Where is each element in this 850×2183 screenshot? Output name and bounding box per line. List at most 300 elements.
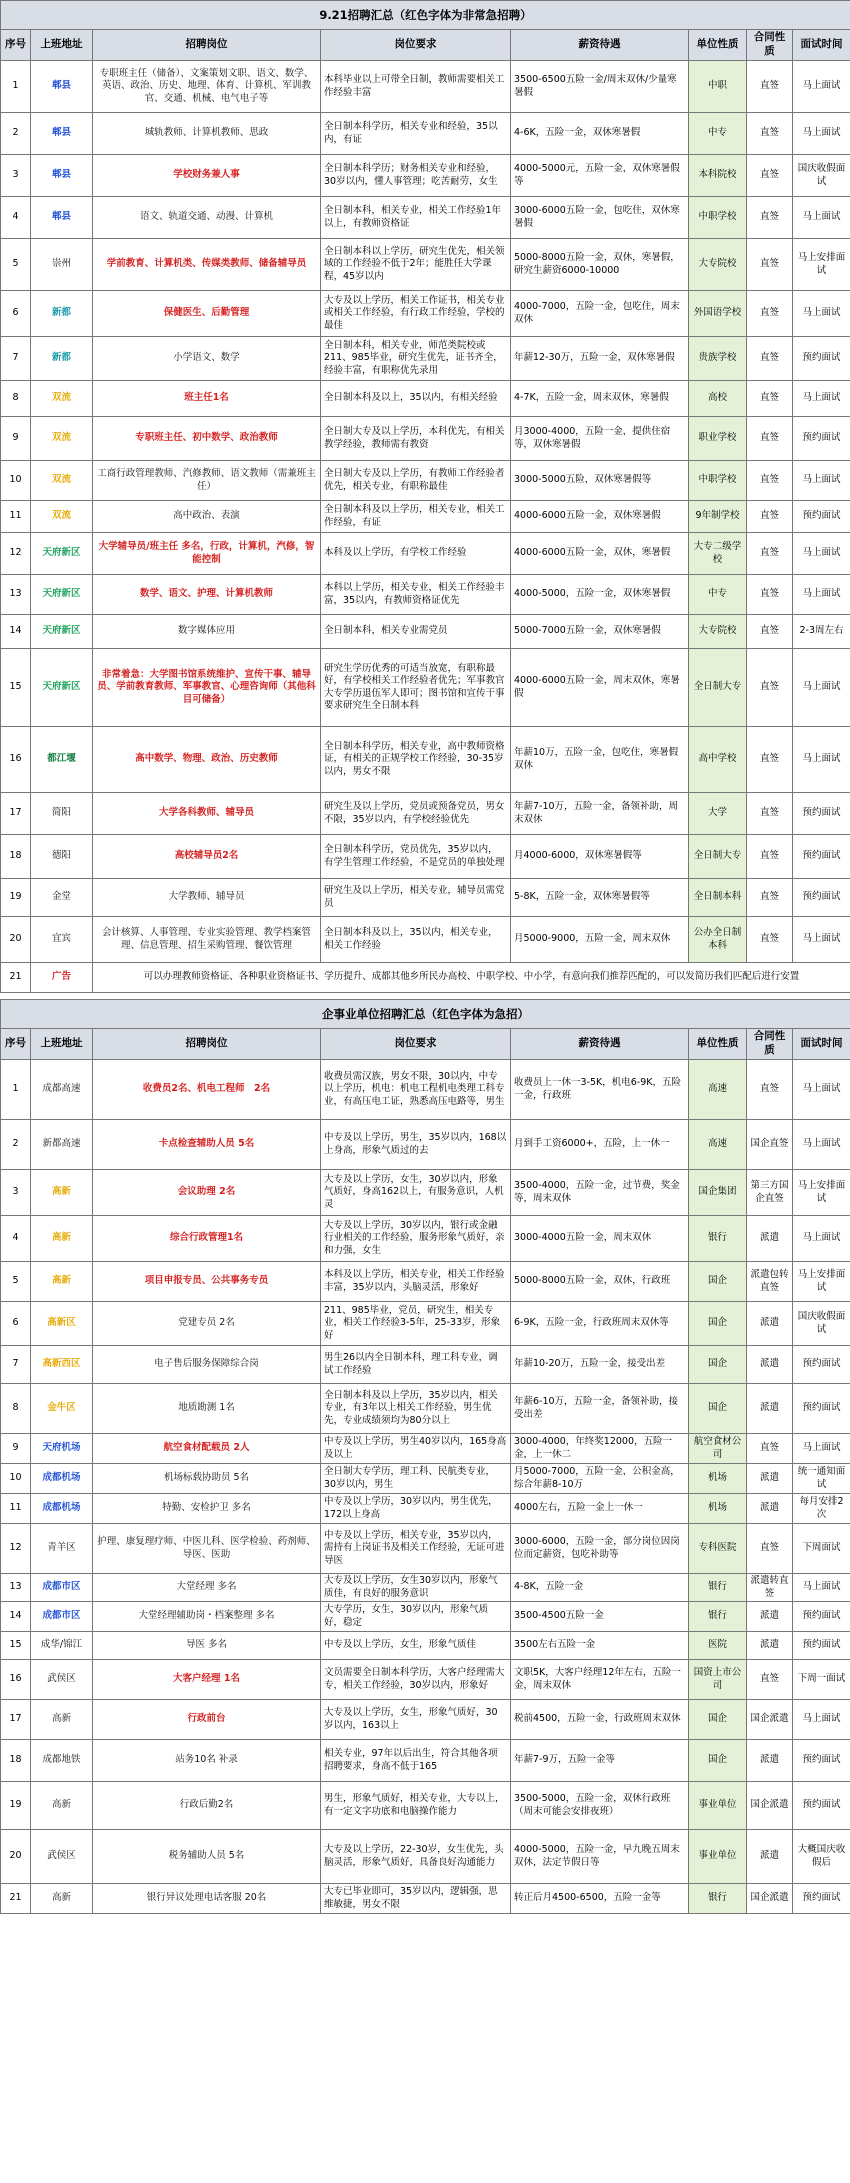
salary-benefits: 4000左右，五险一金上一休一 (511, 1494, 689, 1524)
employer-type: 国企 (689, 1700, 747, 1740)
job-position: 城轨教师、计算机教师、思政 (93, 113, 321, 155)
interview-time: 预约面试 (793, 1602, 850, 1632)
table-row (1, 1060, 850, 1120)
contract-type: 直签 (747, 1660, 793, 1700)
job-position: 航空食材配载员 2人 (93, 1434, 321, 1464)
row-number: 15 (1, 1632, 31, 1660)
interview-time: 马上面试 (793, 727, 850, 793)
interview-time: 每月安排2次 (793, 1494, 850, 1524)
contract-type: 派遣 (747, 1216, 793, 1262)
row-number: 7 (1, 1346, 31, 1384)
contract-type: 直签 (747, 461, 793, 501)
salary-benefits: 3500-5000，五险一金，双休行政班（周末可能会安排夜班） (511, 1782, 689, 1830)
salary-benefits: 3000-6000，五险一金，部分岗位因岗位而定薪资，包吃补助等 (511, 1524, 689, 1574)
table-row (1, 963, 850, 993)
employer-type: 全日制大专 (689, 649, 747, 727)
salary-benefits: 3500左右五险一金 (511, 1632, 689, 1660)
column-header: 面试时间 (793, 1029, 850, 1060)
job-requirements: 全日制本科，相关专业需党员 (321, 615, 511, 649)
job-position: 大学各科教师、辅导员 (93, 793, 321, 835)
job-position: 行政后勤2名 (93, 1782, 321, 1830)
row-number: 1 (1, 1060, 31, 1120)
interview-time: 预约面试 (793, 1884, 850, 1914)
job-position: 大学教师、辅导员 (93, 879, 321, 917)
employer-type: 大专院校 (689, 615, 747, 649)
contract-type: 直签 (747, 61, 793, 113)
work-location: 宜宾 (31, 917, 93, 963)
salary-benefits: 年薪10-20万，五险一金，接受出差 (511, 1346, 689, 1384)
contract-type: 直签 (747, 381, 793, 417)
work-location: 成都市区 (31, 1602, 93, 1632)
row-number: 9 (1, 1434, 31, 1464)
table-row (1, 1700, 850, 1740)
job-requirements: 全日制本科学历，相关专业，高中教师资格证，有相关的正规学校工作经验，30-35岁以内，男女不限 (321, 727, 511, 793)
interview-time: 统一通知面试 (793, 1464, 850, 1494)
header-row (1, 1029, 850, 1060)
job-requirements: 中专及以上学历，相关专业，35岁以内，需持有上岗证书及相关工作经验，无证可进导医 (321, 1524, 511, 1574)
interview-time: 预约面试 (793, 793, 850, 835)
row-number: 21 (1, 963, 31, 993)
interview-time: 下周一面试 (793, 1660, 850, 1700)
work-location: 郫县 (31, 197, 93, 239)
salary-benefits: 月5000-9000，五险一金，周末双休 (511, 917, 689, 963)
salary-benefits: 5000-8000五险一金，双休，寒暑假，研究生薪资6000-10000 (511, 239, 689, 291)
work-location: 高新 (31, 1170, 93, 1216)
work-location: 天府新区 (31, 533, 93, 575)
employer-type: 全日制本科 (689, 879, 747, 917)
employer-type: 职业学校 (689, 417, 747, 461)
job-requirements: 研究生及以上学历，相关专业，辅导员需党员 (321, 879, 511, 917)
salary-benefits: 3000-6000五险一金，包吃住，双休寒暑假 (511, 197, 689, 239)
employer-type: 高速 (689, 1120, 747, 1170)
contract-type: 直签 (747, 1060, 793, 1120)
table-row (1, 879, 850, 917)
row-number: 9 (1, 417, 31, 461)
row-number: 2 (1, 1120, 31, 1170)
contract-type: 直签 (747, 917, 793, 963)
job-position: 工商行政管理教师、汽修教师、语文教师（需兼班主任） (93, 461, 321, 501)
job-requirements: 男生26以内全日制本科，理工科专业，调试工作经验 (321, 1346, 511, 1384)
row-number: 4 (1, 1216, 31, 1262)
work-location: 武侯区 (31, 1660, 93, 1700)
work-location: 高新区 (31, 1302, 93, 1346)
column-header: 招聘岗位 (93, 1029, 321, 1060)
salary-benefits: 4-7K，五险一金，周末双休，寒暑假 (511, 381, 689, 417)
work-location: 成都高速 (31, 1060, 93, 1120)
row-number: 12 (1, 1524, 31, 1574)
table-row (1, 793, 850, 835)
job-requirements: 研究生学历优秀的可适当放宽，有职称最好，有学校相关工作经验者优先；军事教官大专学历退伍军人即可；图书馆和宣传干事要求研究生全日制本科 (321, 649, 511, 727)
job-requirements: 大专及以上学历，女生，形象气质好，30岁以内，163以上 (321, 1700, 511, 1740)
job-requirements: 本科及以上学历，相关专业，相关工作经验丰富，35岁以内，头脑灵活，形象好 (321, 1262, 511, 1302)
table-row (1, 1120, 850, 1170)
row-number: 11 (1, 1494, 31, 1524)
job-position: 学前教育、计算机类、传媒类教师、储备辅导员 (93, 239, 321, 291)
table-row (1, 1830, 850, 1884)
row-number: 5 (1, 1262, 31, 1302)
job-requirements: 中专及以上学历，男生，35岁以内，168以上身高，形象气质过的去 (321, 1120, 511, 1170)
work-location: 成都市区 (31, 1574, 93, 1602)
job-requirements: 全日制大专学历，理工科、民航类专业，30岁以内，男生 (321, 1464, 511, 1494)
contract-type: 国企直签 (747, 1120, 793, 1170)
work-location: 都江堰 (31, 727, 93, 793)
interview-time: 预约面试 (793, 879, 850, 917)
column-header: 合同性质 (747, 30, 793, 61)
work-location: 青羊区 (31, 1524, 93, 1574)
work-location: 天府新区 (31, 615, 93, 649)
ad-note: 可以办理教师资格证、各种职业资格证书、学历提升、成都其他乡所民办高校、中职学校、中小学，有意向我们推荐匹配的，可以发简历我们匹配后进行安置 (93, 963, 850, 993)
salary-benefits: 5-8K，五险一金，双休寒暑假等 (511, 879, 689, 917)
table-row (1, 461, 850, 501)
contract-type: 直签 (747, 239, 793, 291)
salary-benefits: 6-9K，五险一金，行政班周末双休等 (511, 1302, 689, 1346)
contract-type: 国企派遣 (747, 1884, 793, 1914)
work-location: 金堂 (31, 879, 93, 917)
job-position: 收费员2名、机电工程师 2名 (93, 1060, 321, 1120)
interview-time: 预约面试 (793, 835, 850, 879)
work-location: 成都机场 (31, 1464, 93, 1494)
interview-time: 马上面试 (793, 113, 850, 155)
job-position: 党建专员 2名 (93, 1302, 321, 1346)
row-number: 20 (1, 917, 31, 963)
salary-benefits: 年薪7-9万，五险一金等 (511, 1740, 689, 1782)
table-row (1, 1262, 850, 1302)
job-position: 数字媒体应用 (93, 615, 321, 649)
row-number: 3 (1, 155, 31, 197)
interview-time: 马上面试 (793, 1060, 850, 1120)
interview-time: 预约面试 (793, 501, 850, 533)
job-position: 数学、语文、护理、计算机教师 (93, 575, 321, 615)
job-requirements: 本科毕业以上可带全日制，教师需要相关工作经验丰富 (321, 61, 511, 113)
interview-time: 预约面试 (793, 1782, 850, 1830)
row-number: 2 (1, 113, 31, 155)
job-position: 导医 多名 (93, 1632, 321, 1660)
table-row (1, 337, 850, 381)
job-position: 电子售后服务保障综合岗 (93, 1346, 321, 1384)
contract-type: 直签 (747, 727, 793, 793)
employer-type: 国企 (689, 1740, 747, 1782)
table-row (1, 1782, 850, 1830)
row-number: 14 (1, 1602, 31, 1632)
work-location: 新都高速 (31, 1120, 93, 1170)
column-header: 序号 (1, 30, 31, 61)
contract-type: 国企派遣 (747, 1782, 793, 1830)
job-position: 高校辅导员2名 (93, 835, 321, 879)
salary-benefits: 3000-4000，年终奖12000，五险一金，上一休二 (511, 1434, 689, 1464)
header-row (1, 30, 850, 61)
employer-type: 银行 (689, 1574, 747, 1602)
table-row (1, 155, 850, 197)
job-requirements: 本科以上学历，相关专业，相关工作经验丰富，35以内，有教师资格证优先 (321, 575, 511, 615)
work-location: 简阳 (31, 793, 93, 835)
contract-type: 直签 (747, 835, 793, 879)
salary-benefits: 4-6K，五险一金，双休寒暑假 (511, 113, 689, 155)
interview-time: 国庆收假面试 (793, 1302, 850, 1346)
row-number: 15 (1, 649, 31, 727)
interview-time: 国庆收假面试 (793, 155, 850, 197)
table-row (1, 649, 850, 727)
contract-type: 直签 (747, 291, 793, 337)
work-location: 崇州 (31, 239, 93, 291)
job-requirements: 大专及以上学历，女生，30岁以内，形象气质好，身高162以上，有服务意识，人机灵 (321, 1170, 511, 1216)
row-number: 18 (1, 835, 31, 879)
contract-type: 直签 (747, 417, 793, 461)
work-location: 高新 (31, 1262, 93, 1302)
employer-type: 高速 (689, 1060, 747, 1120)
work-location: 高新 (31, 1782, 93, 1830)
interview-time: 马上面试 (793, 1434, 850, 1464)
table-row (1, 533, 850, 575)
contract-type: 派遣转直签 (747, 1574, 793, 1602)
column-header: 岗位要求 (321, 30, 511, 61)
interview-time: 马上面试 (793, 291, 850, 337)
table-row (1, 1216, 850, 1262)
job-requirements: 中专及以上学历，男生40岁以内，165身高及以上 (321, 1434, 511, 1464)
work-location: 成华/锦江 (31, 1632, 93, 1660)
interview-time: 大概国庆收假后 (793, 1830, 850, 1884)
work-location: 高新 (31, 1216, 93, 1262)
column-header: 薪资待遇 (511, 1029, 689, 1060)
job-requirements: 文员需要全日制本科学历，大客户经理需大专，相关工作经验，30岁以内，形象好 (321, 1660, 511, 1700)
employer-type: 国企 (689, 1346, 747, 1384)
row-number: 3 (1, 1170, 31, 1216)
job-requirements: 大专及以上学历，相关工作证书，相关专业或相关工作经验，有行政工作经验，学校的最佳 (321, 291, 511, 337)
job-position: 高中政治、表演 (93, 501, 321, 533)
employer-type: 事业单位 (689, 1830, 747, 1884)
salary-benefits: 4-8K，五险一金 (511, 1574, 689, 1602)
salary-benefits: 税前4500，五险一金，行政班周末双休 (511, 1700, 689, 1740)
employer-type: 国企 (689, 1302, 747, 1346)
job-position: 会议助理 2名 (93, 1170, 321, 1216)
job-requirements: 全日制本科及以上学历，相关专业，相关工作经验，有证 (321, 501, 511, 533)
contract-type: 直签 (747, 501, 793, 533)
table-row (1, 1524, 850, 1574)
table-row (1, 1384, 850, 1434)
job-requirements: 收费员需汉族，男女不限，30以内，中专以上学历，机电：机电工程机电类理工科专业，有高压电工证，熟悉高压电路等，男生 (321, 1060, 511, 1120)
salary-benefits: 3000-5000五险，双休寒暑假等 (511, 461, 689, 501)
contract-type: 派遣包转直签 (747, 1262, 793, 1302)
job-requirements: 全日制本科学历，相关专业和经验，35以内，有证 (321, 113, 511, 155)
table-row (1, 1574, 850, 1602)
job-position: 地质勘测 1名 (93, 1384, 321, 1434)
row-number: 19 (1, 1782, 31, 1830)
interview-time: 马上面试 (793, 381, 850, 417)
employer-type: 中职学校 (689, 197, 747, 239)
employer-type: 全日制大专 (689, 835, 747, 879)
employer-type: 国企 (689, 1384, 747, 1434)
contract-type: 第三方国企直签 (747, 1170, 793, 1216)
work-location: 成都地铁 (31, 1740, 93, 1782)
table-row (1, 1632, 850, 1660)
interview-time: 马上安排面试 (793, 239, 850, 291)
table-row (1, 1434, 850, 1464)
row-number: 10 (1, 461, 31, 501)
employer-type: 国企集团 (689, 1170, 747, 1216)
work-location: 郫县 (31, 113, 93, 155)
table-row (1, 291, 850, 337)
table-row (1, 501, 850, 533)
job-position: 高中数学、物理、政治、历史教师 (93, 727, 321, 793)
job-position: 银行异议处理电话客服 20名 (93, 1884, 321, 1914)
section-spacer (1, 993, 850, 1000)
section-title: 企事业单位招聘汇总（红色字体为急招） (1, 1000, 850, 1029)
table-body (1, 1, 850, 1914)
job-requirements: 全日制本科及以上，35以内，相关专业，相关工作经验 (321, 917, 511, 963)
employer-type: 航空食材公司 (689, 1434, 747, 1464)
contract-type: 派遣 (747, 1464, 793, 1494)
section-title-row (1, 1000, 850, 1029)
interview-time: 预约面试 (793, 1384, 850, 1434)
interview-time: 2-3周左右 (793, 615, 850, 649)
row-number: 8 (1, 381, 31, 417)
job-requirements: 全日制本科学历，党员优先，35岁以内，有学生管理工作经验，不是党员的单独处理 (321, 835, 511, 879)
job-position: 项目申报专员、公共事务专员 (93, 1262, 321, 1302)
salary-benefits: 4000-6000五险一金，双休寒暑假 (511, 501, 689, 533)
work-location: 成都机场 (31, 1494, 93, 1524)
table-row (1, 1170, 850, 1216)
employer-type: 公办全日制本科 (689, 917, 747, 963)
work-location: 高新西区 (31, 1346, 93, 1384)
table-row (1, 917, 850, 963)
job-requirements: 本科及以上学历，有学校工作经验 (321, 533, 511, 575)
row-number: 6 (1, 1302, 31, 1346)
employer-type: 中专 (689, 575, 747, 615)
interview-time: 预约面试 (793, 337, 850, 381)
contract-type: 直签 (747, 1524, 793, 1574)
contract-type: 直签 (747, 615, 793, 649)
salary-benefits: 5000-8000五险一金，双休，行政班 (511, 1262, 689, 1302)
row-number: 16 (1, 727, 31, 793)
row-number: 13 (1, 1574, 31, 1602)
row-number: 6 (1, 291, 31, 337)
job-requirements: 全日制大专及以上学历，有教师工作经验者优先，相关专业，有职称最佳 (321, 461, 511, 501)
contract-type: 派遣 (747, 1632, 793, 1660)
employer-type: 9年制学校 (689, 501, 747, 533)
contract-type: 国企派遣 (747, 1700, 793, 1740)
work-location: 双流 (31, 381, 93, 417)
interview-time: 马上安排面试 (793, 1170, 850, 1216)
section-title-row (1, 1, 850, 30)
row-number: 7 (1, 337, 31, 381)
salary-benefits: 3500-4000，五险一金，过节费，奖金等，周末双休 (511, 1170, 689, 1216)
interview-time: 马上面试 (793, 1574, 850, 1602)
job-position: 行政前台 (93, 1700, 321, 1740)
table-row (1, 417, 850, 461)
table-row (1, 61, 850, 113)
job-position: 综合行政管理1名 (93, 1216, 321, 1262)
job-requirements: 大专及以上学历，女生30岁以内，形象气质佳，有良好的服务意识 (321, 1574, 511, 1602)
interview-time: 马上面试 (793, 1216, 850, 1262)
employer-type: 事业单位 (689, 1782, 747, 1830)
job-requirements: 全日制本科学历；财务相关专业和经验，30岁以内，懂人事管理；吃苦耐劳，女生 (321, 155, 511, 197)
column-header: 单位性质 (689, 1029, 747, 1060)
table-row (1, 1602, 850, 1632)
job-position: 大堂经理 多名 (93, 1574, 321, 1602)
job-position: 非常着急：大学图书馆系统维护、宣传干事、辅导员、学前教育教师、军事教官、心理咨询师（其他科目可储备） (93, 649, 321, 727)
table-row (1, 1302, 850, 1346)
employer-type: 银行 (689, 1884, 747, 1914)
table-row (1, 197, 850, 239)
row-number: 1 (1, 61, 31, 113)
interview-time: 马上面试 (793, 917, 850, 963)
employer-type: 本科院校 (689, 155, 747, 197)
row-number: 17 (1, 1700, 31, 1740)
job-position: 专职班主任（储备）、文案策划文职、语文、数学、英语、政治、历史、地理、体育、计算机、军训教官、交通、机械、电气电子等 (93, 61, 321, 113)
job-position: 专职班主任、初中数学、政治教师 (93, 417, 321, 461)
job-requirements: 大专已毕业即可，35岁以内，逻辑强，思维敏捷，男女不限 (321, 1884, 511, 1914)
column-header: 单位性质 (689, 30, 747, 61)
table-row (1, 113, 850, 155)
interview-time: 马上面试 (793, 197, 850, 239)
table-row (1, 835, 850, 879)
work-location: 天府机场 (31, 1434, 93, 1464)
salary-benefits: 4000-6000五险一金，周末双休，寒暑假 (511, 649, 689, 727)
salary-benefits: 月5000-7000，五险一金，公积金高，综合年薪8-10万 (511, 1464, 689, 1494)
work-location: 新都 (31, 337, 93, 381)
salary-benefits: 4000-5000，五险一金，双休寒暑假 (511, 575, 689, 615)
work-location: 双流 (31, 501, 93, 533)
contract-type: 派遣 (747, 1830, 793, 1884)
employer-type: 专科医院 (689, 1524, 747, 1574)
interview-time: 预约面试 (793, 1346, 850, 1384)
row-number: 10 (1, 1464, 31, 1494)
interview-time: 预约面试 (793, 1632, 850, 1660)
salary-benefits: 月4000-6000，双休寒暑假等 (511, 835, 689, 879)
job-position: 护理、康复理疗师、中医儿科、医学检验、药剂师、导医、医助 (93, 1524, 321, 1574)
job-position: 语文、轨道交通、动漫、计算机 (93, 197, 321, 239)
job-position: 特勤、安检护卫 多名 (93, 1494, 321, 1524)
row-number: 8 (1, 1384, 31, 1434)
column-header: 面试时间 (793, 30, 850, 61)
column-header: 岗位要求 (321, 1029, 511, 1060)
salary-benefits: 月到手工资6000+，五险，上一休一 (511, 1120, 689, 1170)
salary-benefits: 收费员上一休一3-5K，机电6-9K，五险一金，行政班 (511, 1060, 689, 1120)
row-number: 16 (1, 1660, 31, 1700)
interview-time: 预约面试 (793, 1740, 850, 1782)
job-requirements: 大专及以上学历，30岁以内，银行或金融行业相关的工作经验，服务形象气质好，亲和力强，女生 (321, 1216, 511, 1262)
job-position: 大堂经理辅助岗・档案整理 多名 (93, 1602, 321, 1632)
job-requirements: 大专学历，女生，30岁以内，形象气质好，稳定 (321, 1602, 511, 1632)
employer-type: 机场 (689, 1494, 747, 1524)
employer-type: 大专二级学校 (689, 533, 747, 575)
contract-type: 派遣 (747, 1740, 793, 1782)
contract-type: 派遣 (747, 1384, 793, 1434)
interview-time: 马上面试 (793, 461, 850, 501)
spacer-cell (1, 993, 850, 1000)
contract-type: 直签 (747, 197, 793, 239)
job-position: 保健医生、后勤管理 (93, 291, 321, 337)
interview-time: 预约面试 (793, 417, 850, 461)
row-number: 5 (1, 239, 31, 291)
salary-benefits: 转正后月4500-6500，五险一金等 (511, 1884, 689, 1914)
job-requirements: 男生，形象气质好，相关专业，大专以上，有一定文字功底和电脑操作能力 (321, 1782, 511, 1830)
section-title: 9.21招聘汇总（红色字体为非常急招聘） (1, 1, 850, 30)
table-row (1, 727, 850, 793)
contract-type: 派遣 (747, 1346, 793, 1384)
table-row (1, 1740, 850, 1782)
salary-benefits: 4000-5000，五险一金，早九晚五周末双休，法定节假日等 (511, 1830, 689, 1884)
job-position: 大客户经理 1名 (93, 1660, 321, 1700)
work-location: 高新 (31, 1700, 93, 1740)
column-header: 薪资待遇 (511, 30, 689, 61)
work-location: 双流 (31, 461, 93, 501)
salary-benefits: 4000-5000元，五险一金，双休寒暑假等 (511, 155, 689, 197)
row-number: 14 (1, 615, 31, 649)
employer-type: 机场 (689, 1464, 747, 1494)
work-location: 双流 (31, 417, 93, 461)
job-position: 学校财务兼人事 (93, 155, 321, 197)
salary-benefits: 3500-4500五险一金 (511, 1602, 689, 1632)
